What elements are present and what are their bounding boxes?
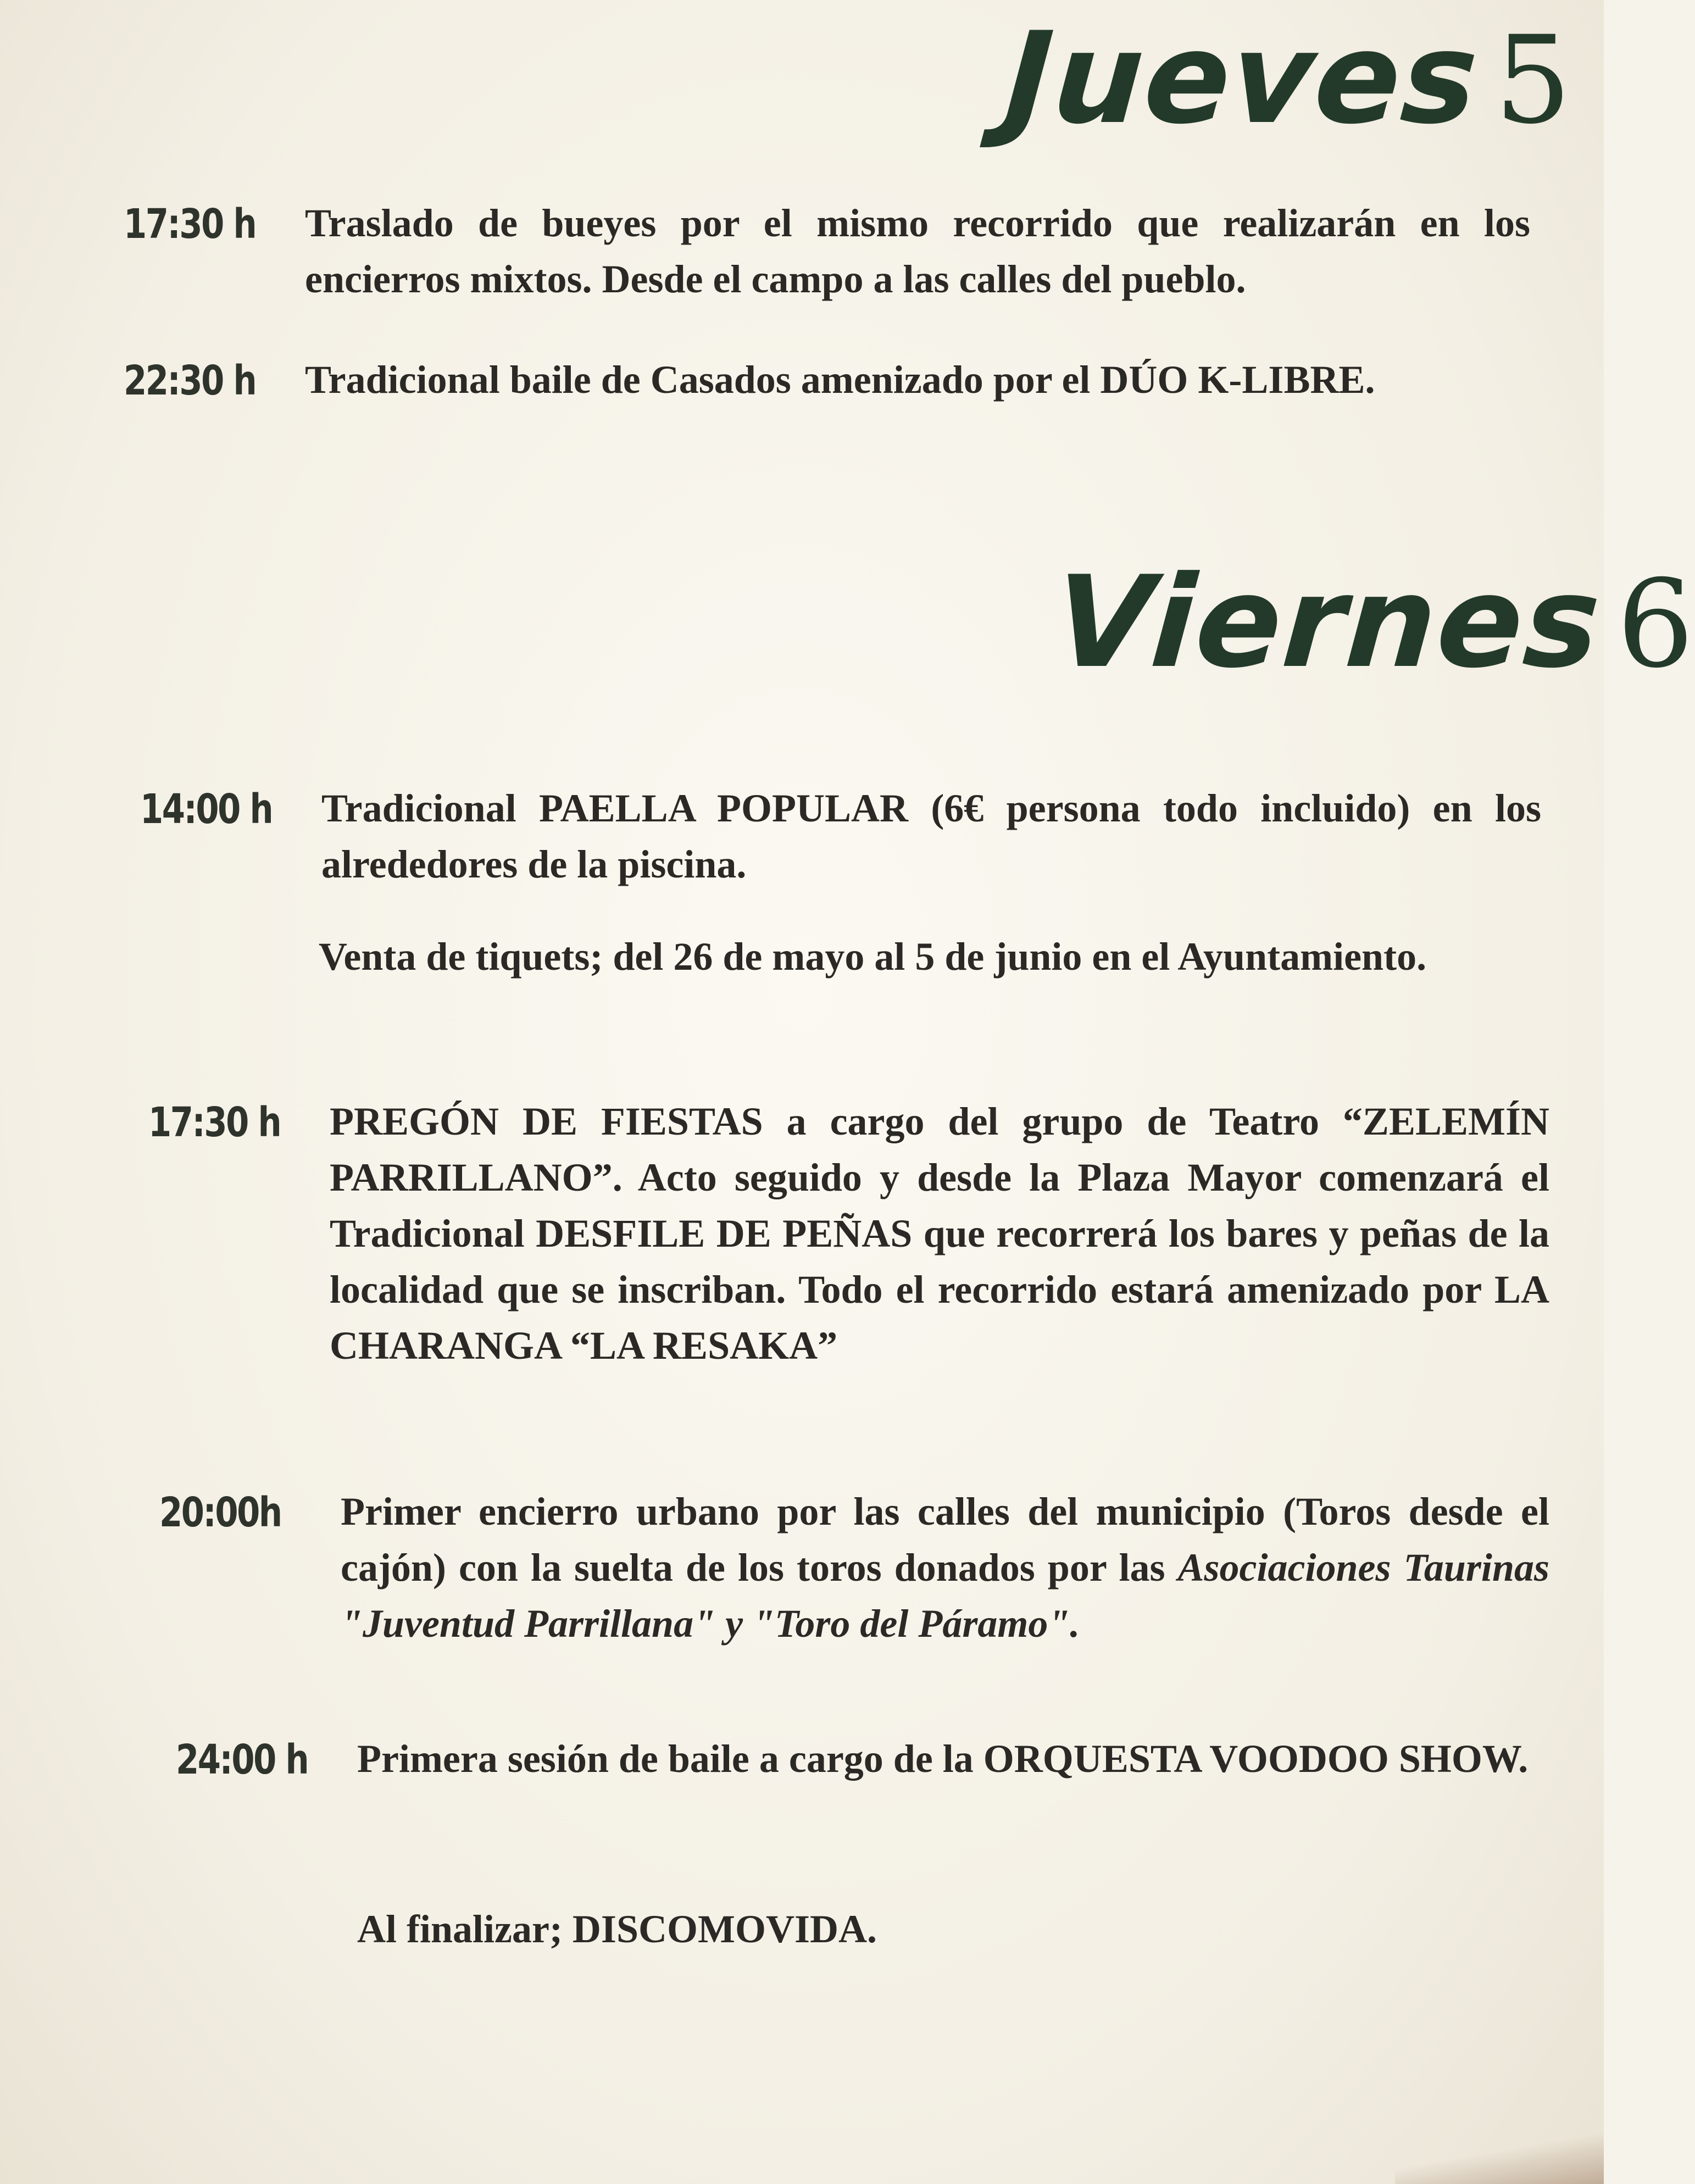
event-note: Al finalizar; DISCOMOVIDA.: [357, 1907, 877, 1951]
event-time: 24:00 h: [176, 1736, 308, 1783]
event-time: 22:30 h: [124, 357, 256, 404]
day-name: Jueves: [1000, 5, 1483, 152]
event-jueves-1: [124, 195, 1530, 307]
event-text: Tradicional baile de Casados amenizado por el DÚO K-LIBRE.: [305, 358, 1375, 402]
day-heading-viernes: [1049, 549, 1695, 696]
event-text: Primer encierro urbano por las calles del municipio (Toros desde el cajón) con la suelta de los toros donados por las: [341, 1490, 1549, 1590]
day-number: 6: [1616, 554, 1695, 694]
event-jueves-2: [124, 352, 1530, 408]
day-heading-jueves: [1000, 5, 1573, 152]
event-text-block: [341, 1483, 1549, 1652]
page-fold-shadow: [1395, 2135, 1604, 2184]
event-time: 20:00h: [159, 1489, 281, 1536]
event-text: Primera sesión de baile a cargo de la ORQUESTA VOODOO SHOW.: [357, 1737, 1529, 1781]
event-text: Tradicional PAELLA POPULAR (6€ persona todo incluido) en los alrededores de la piscina.: [321, 786, 1541, 886]
event-viernes-2: [148, 1093, 1555, 1374]
event-viernes-4: [176, 1731, 1549, 1787]
event-viernes-1: [140, 780, 1547, 892]
event-note: Venta de tiquets; del 26 de mayo al 5 de junio en el Ayuntamiento.: [319, 935, 1427, 979]
day-number: 5: [1494, 10, 1573, 151]
event-time: 17:30 h: [148, 1099, 281, 1146]
event-time: 17:30 h: [124, 201, 256, 248]
event-text-italic: Asociaciones Taurinas "Juventud Parrillana" y "Toro del Páramo".: [341, 1546, 1549, 1646]
event-text: PREGÓN DE FIESTAS a cargo del grupo de Teatro “ZELEMÍN PARRILLANO”. Acto seguido y desde la Plaza Mayor comenzará el Tradicional DESFILE DE PEÑAS que recorrerá los bares y peñas de la localidad que se inscriban. Todo el recorrido estará amenizado por LA CHARANGA “LA RESAKA”: [330, 1099, 1549, 1368]
event-time: 14:00 h: [140, 786, 273, 833]
event-text: Traslado de bueyes por el mismo recorrido que realizarán en los encierros mixtos. Desde el campo a las calles del pueblo.: [305, 201, 1530, 301]
event-viernes-3: [159, 1483, 1555, 1652]
day-name: Viernes: [1049, 549, 1606, 696]
